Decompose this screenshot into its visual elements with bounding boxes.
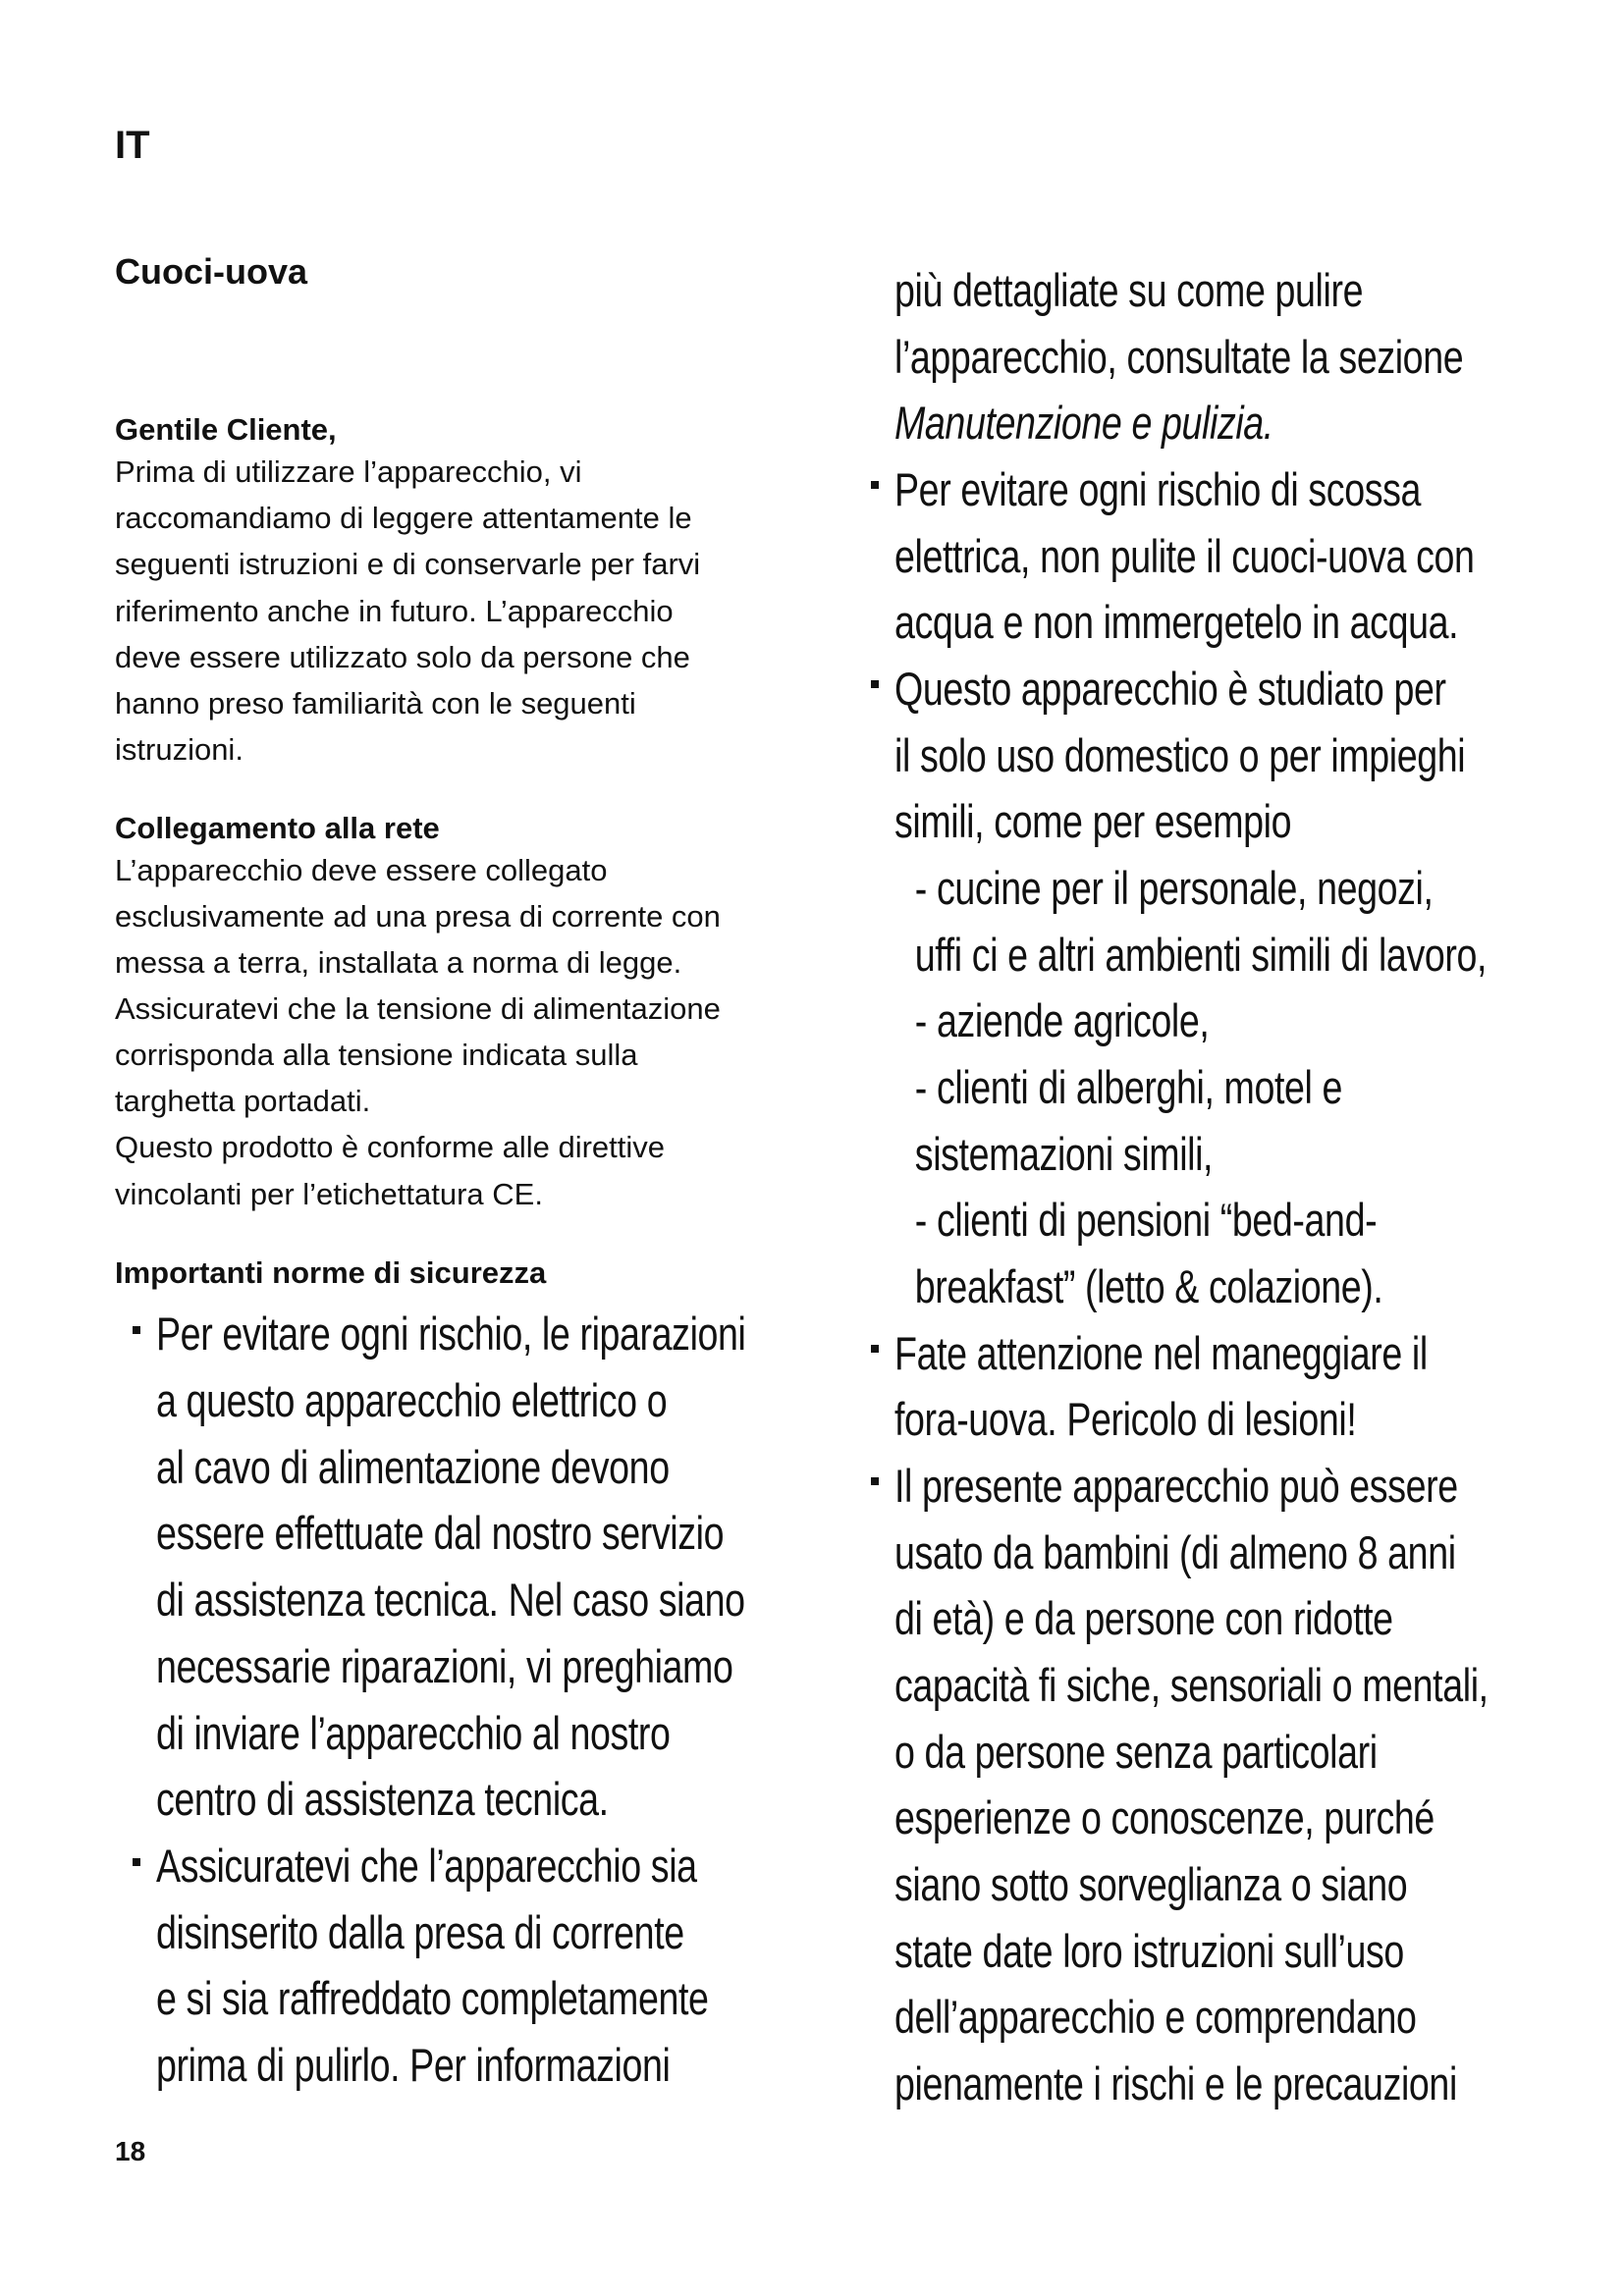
- right-column: [862, 257, 1569, 2117]
- continuation-line: più dettagliate su come pulire: [894, 264, 1364, 316]
- connection-line: L’apparecchio deve essere collegato: [115, 852, 608, 887]
- safety-bullet-children-use: [862, 1453, 1569, 2117]
- bullet-line: simili, come per esempio: [894, 795, 1292, 848]
- sub-list-line: breakfast” (letto & colazione).: [914, 1260, 1383, 1313]
- bullet-line: prima di pulirlo. Per informazioni: [156, 2038, 671, 2091]
- bullet-line: siano sotto sorveglianza o siano: [894, 1858, 1408, 1911]
- sub-list-line: - clienti di pensioni “bed-and-: [914, 1194, 1378, 1247]
- intro-line: Prima di utilizzare l’apparecchio, vi: [115, 454, 582, 490]
- continuation-line: l’apparecchio, consultate la sezione: [894, 330, 1464, 383]
- connection-line: vincolanti per l’etichettatura CE.: [115, 1176, 543, 1211]
- bullet-line: di assistenza tecnica. Nel caso siano: [156, 1574, 745, 1627]
- bullet-line: essere effettuate dal nostro servizio: [156, 1507, 725, 1560]
- bullet-line: Per evitare ogni rischio di scossa: [894, 463, 1422, 516]
- document-title: Cuoci-uova: [115, 251, 308, 292]
- bullet-line: Assicuratevi che l’apparecchio sia: [156, 1839, 697, 1892]
- intro-heading: Gentile Cliente,: [115, 412, 337, 448]
- bullet-line: Il presente apparecchio può essere: [894, 1460, 1458, 1513]
- connection-line: esclusivamente ad una presa di corrente con: [115, 898, 721, 934]
- connection-line: Questo prodotto è conforme alle direttive: [115, 1130, 666, 1165]
- bullet-line: acqua e non immergetelo in acqua.: [894, 596, 1459, 649]
- bullet-line: e si sia raffreddato completamente: [156, 1972, 709, 2025]
- bullet-line: di inviare l’apparecchio al nostro: [156, 1706, 671, 1759]
- page-number: 18: [115, 2136, 146, 2166]
- safety-bullet-domestic-use: [862, 656, 1569, 1320]
- connection-heading: Collegamento alla rete: [115, 810, 440, 845]
- safety-list: [115, 1301, 837, 2098]
- continued-cleaning-text: [862, 257, 1569, 456]
- bullet-line: di età) e da persone con ridotte: [894, 1592, 1393, 1645]
- sub-list-line: sistemazioni simili,: [914, 1127, 1214, 1180]
- intro-line: seguenti istruzioni e di conservarle per farvi: [115, 547, 701, 582]
- bullet-line: state date loro istruzioni sull’uso: [894, 1924, 1404, 1977]
- bullet-line: Questo apparecchio è studiato per: [894, 663, 1446, 716]
- intro-line: deve essere utilizzato solo da persone che: [115, 639, 690, 674]
- intro-line: istruzioni.: [115, 731, 244, 767]
- bullet-line: Per evitare ogni rischio, le riparazioni: [156, 1308, 746, 1361]
- connection-line: messa a terra, installata a norma di legge.: [115, 945, 682, 980]
- bullet-line: necessarie riparazioni, vi preghiamo: [156, 1639, 733, 1692]
- intro-line: riferimento anche in futuro. L’apparecchio: [115, 593, 674, 628]
- intro-line: raccomandiamo di leggere attentamente le: [115, 501, 692, 536]
- bullet-marker-icon: [871, 1477, 879, 1485]
- bullet-line: o da persone senza particolari: [894, 1725, 1378, 1778]
- connection-line: Assicuratevi che la tensione di alimentazione: [115, 991, 721, 1027]
- safety-bullet-cleaning: [115, 1833, 837, 2099]
- bullet-line: il solo uso domestico o per impieghi: [894, 728, 1466, 781]
- sub-list-line: - aziende agricole,: [914, 994, 1210, 1047]
- bullet-line: capacità fi siche, sensoriali o mentali,: [894, 1659, 1489, 1712]
- bullet-line: esperienze o conoscenze, purché: [894, 1791, 1435, 1844]
- intro-line: hanno preso familiarità con le seguenti: [115, 685, 636, 721]
- safety-bullet-repairs: [115, 1301, 837, 1832]
- language-code: IT: [115, 124, 150, 167]
- sub-list-line: - cucine per il personale, negozi,: [914, 862, 1434, 915]
- bullet-line: disinserito dalla presa di corrente: [156, 1905, 684, 1958]
- safety-heading: Importanti norme di sicurezza: [115, 1255, 547, 1290]
- bullet-marker-icon: [871, 481, 879, 489]
- safety-bullet-electric-shock: [862, 456, 1569, 656]
- bullet-line: Fate attenzione nel maneggiare il: [894, 1326, 1428, 1379]
- bullet-line: usato da bambini (di almeno 8 anni: [894, 1525, 1456, 1578]
- bullet-line: al cavo di alimentazione devono: [156, 1440, 670, 1493]
- bullet-line: dell’apparecchio e comprendano: [894, 1991, 1417, 2044]
- bullet-line: centro di assistenza tecnica.: [156, 1773, 609, 1826]
- bullet-marker-icon: [133, 1326, 140, 1334]
- bullet-line: a questo apparecchio elettrico o: [156, 1374, 668, 1427]
- connection-line: targhetta portadati.: [115, 1084, 371, 1119]
- bullet-line: elettrica, non pulite il cuoci-uova con: [894, 529, 1475, 582]
- connection-line: corrisponda alla tensione indicata sulla: [115, 1038, 638, 1073]
- sub-list-line: uffi ci e altri ambienti simili di lavoro,: [914, 928, 1488, 981]
- bullet-line: fora-uova. Pericolo di lesioni!: [894, 1393, 1357, 1446]
- safety-bullet-egg-piercer: [862, 1320, 1569, 1453]
- bullet-marker-icon: [133, 1858, 140, 1866]
- maintenance-section-reference: Manutenzione e pulizia.: [894, 397, 1273, 450]
- left-column: [115, 251, 837, 2099]
- bullet-line: pienamente i rischi e le precauzioni: [894, 2057, 1457, 2110]
- bullet-marker-icon: [871, 1345, 879, 1353]
- bullet-marker-icon: [871, 680, 879, 688]
- sub-list-line: - clienti di alberghi, motel e: [914, 1061, 1343, 1114]
